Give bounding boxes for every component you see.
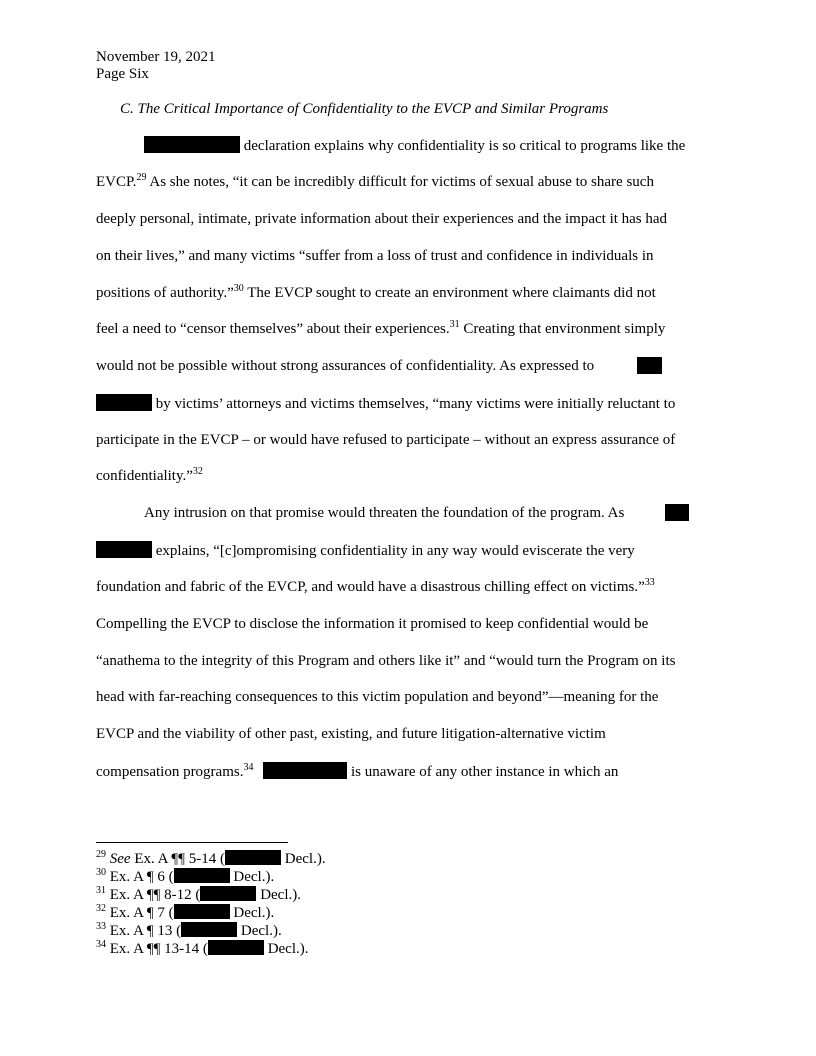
redaction-block xyxy=(200,886,256,901)
body-line: on their lives,” and many victims “suffer from a loss of trust and confidence in individuals in xyxy=(96,248,654,264)
footnote-separator xyxy=(96,842,288,843)
redaction-block xyxy=(174,904,230,919)
footnote-ref: 33 xyxy=(644,577,655,588)
body-line: foundation and fabric of the EVCP, and would have a disastrous chilling effect on victims.”$^{33}$ xyxy=(96,577,655,595)
body-line: would not be possible without strong assurances of confidentiality. As expressed to xyxy=(96,358,595,374)
body-line: participate in the EVCP – or would have refused to participate – without an express assurance of xyxy=(96,432,676,448)
redaction-block xyxy=(96,541,152,558)
body-line: explains, “[c]ompromising confidentiality in any way would eviscerate the very xyxy=(96,541,635,560)
footnote: $^{33}$ Ex. A ¶ 13 ( Decl.). xyxy=(96,921,282,939)
footnote: $^{34}$ Ex. A ¶¶ 13-14 ( Decl.). xyxy=(96,939,309,957)
redaction-block xyxy=(181,922,237,937)
body-line: declaration explains why confidentiality is so critical to programs like the xyxy=(144,136,685,155)
redaction-block xyxy=(174,868,230,883)
body-line: Any intrusion on that promise would threaten the foundation of the program. As xyxy=(144,505,625,521)
redaction-block xyxy=(263,762,347,779)
redaction-block xyxy=(225,850,281,865)
redaction-block xyxy=(637,357,662,374)
footnote-ref: 34 xyxy=(243,762,254,773)
redaction-block xyxy=(96,394,152,411)
body-line: compensation programs.$^{34}$ is unaware of any other instance in which an xyxy=(96,762,619,780)
redaction-block xyxy=(665,504,689,521)
redaction-block xyxy=(144,136,240,153)
body-line: confidentiality.”$^{32}$ xyxy=(96,466,203,484)
page-number: Page Six xyxy=(96,66,149,82)
footnote: $^{32}$ Ex. A ¶ 7 ( Decl.). xyxy=(96,903,275,921)
footnote: $^{29}$ See Ex. A ¶¶ 5-14 ( Decl.). xyxy=(96,849,326,867)
body-line: head with far-reaching consequences to this victim population and beyond”—meaning for the xyxy=(96,689,659,705)
body-line: Compelling the EVCP to disclose the information it promised to keep confidential would be xyxy=(96,616,649,632)
body-line: EVCP and the viability of other past, existing, and future litigation-alternative victim xyxy=(96,726,606,742)
footnote-ref: 29 xyxy=(136,172,147,183)
body-line: feel a need to “censor themselves” about their experiences.$^{31}$ Creating that environment simply xyxy=(96,319,666,337)
body-line: positions of authority.”$^{30}$ The EVCP sought to create an environment where claimants did not xyxy=(96,283,656,301)
footnote-ref: 30 xyxy=(233,283,244,294)
footnote: $^{31}$ Ex. A ¶¶ 8-12 ( Decl.). xyxy=(96,885,301,903)
body-line: “anathema to the integrity of this Program and others like it” and “would turn the Program on its xyxy=(96,653,676,669)
body-line: deeply personal, intimate, private information about their experiences and the impact it has had xyxy=(96,211,668,227)
letter-date: November 19, 2021 xyxy=(96,49,216,65)
footnote-ref: 31 xyxy=(449,319,460,330)
redaction-block xyxy=(208,940,264,955)
body-line: by victims’ attorneys and victims themselves, “many victims were initially reluctant to xyxy=(96,394,675,413)
section-heading: C. The Critical Importance of Confidentiality to the EVCP and Similar Programs xyxy=(120,101,609,117)
footnote-ref: 32 xyxy=(192,466,203,477)
body-line: EVCP.$^{29}$ As she notes, “it can be incredibly difficult for victims of sexual abuse to share such xyxy=(96,172,654,190)
footnote: $^{30}$ Ex. A ¶ 6 ( Decl.). xyxy=(96,867,275,885)
